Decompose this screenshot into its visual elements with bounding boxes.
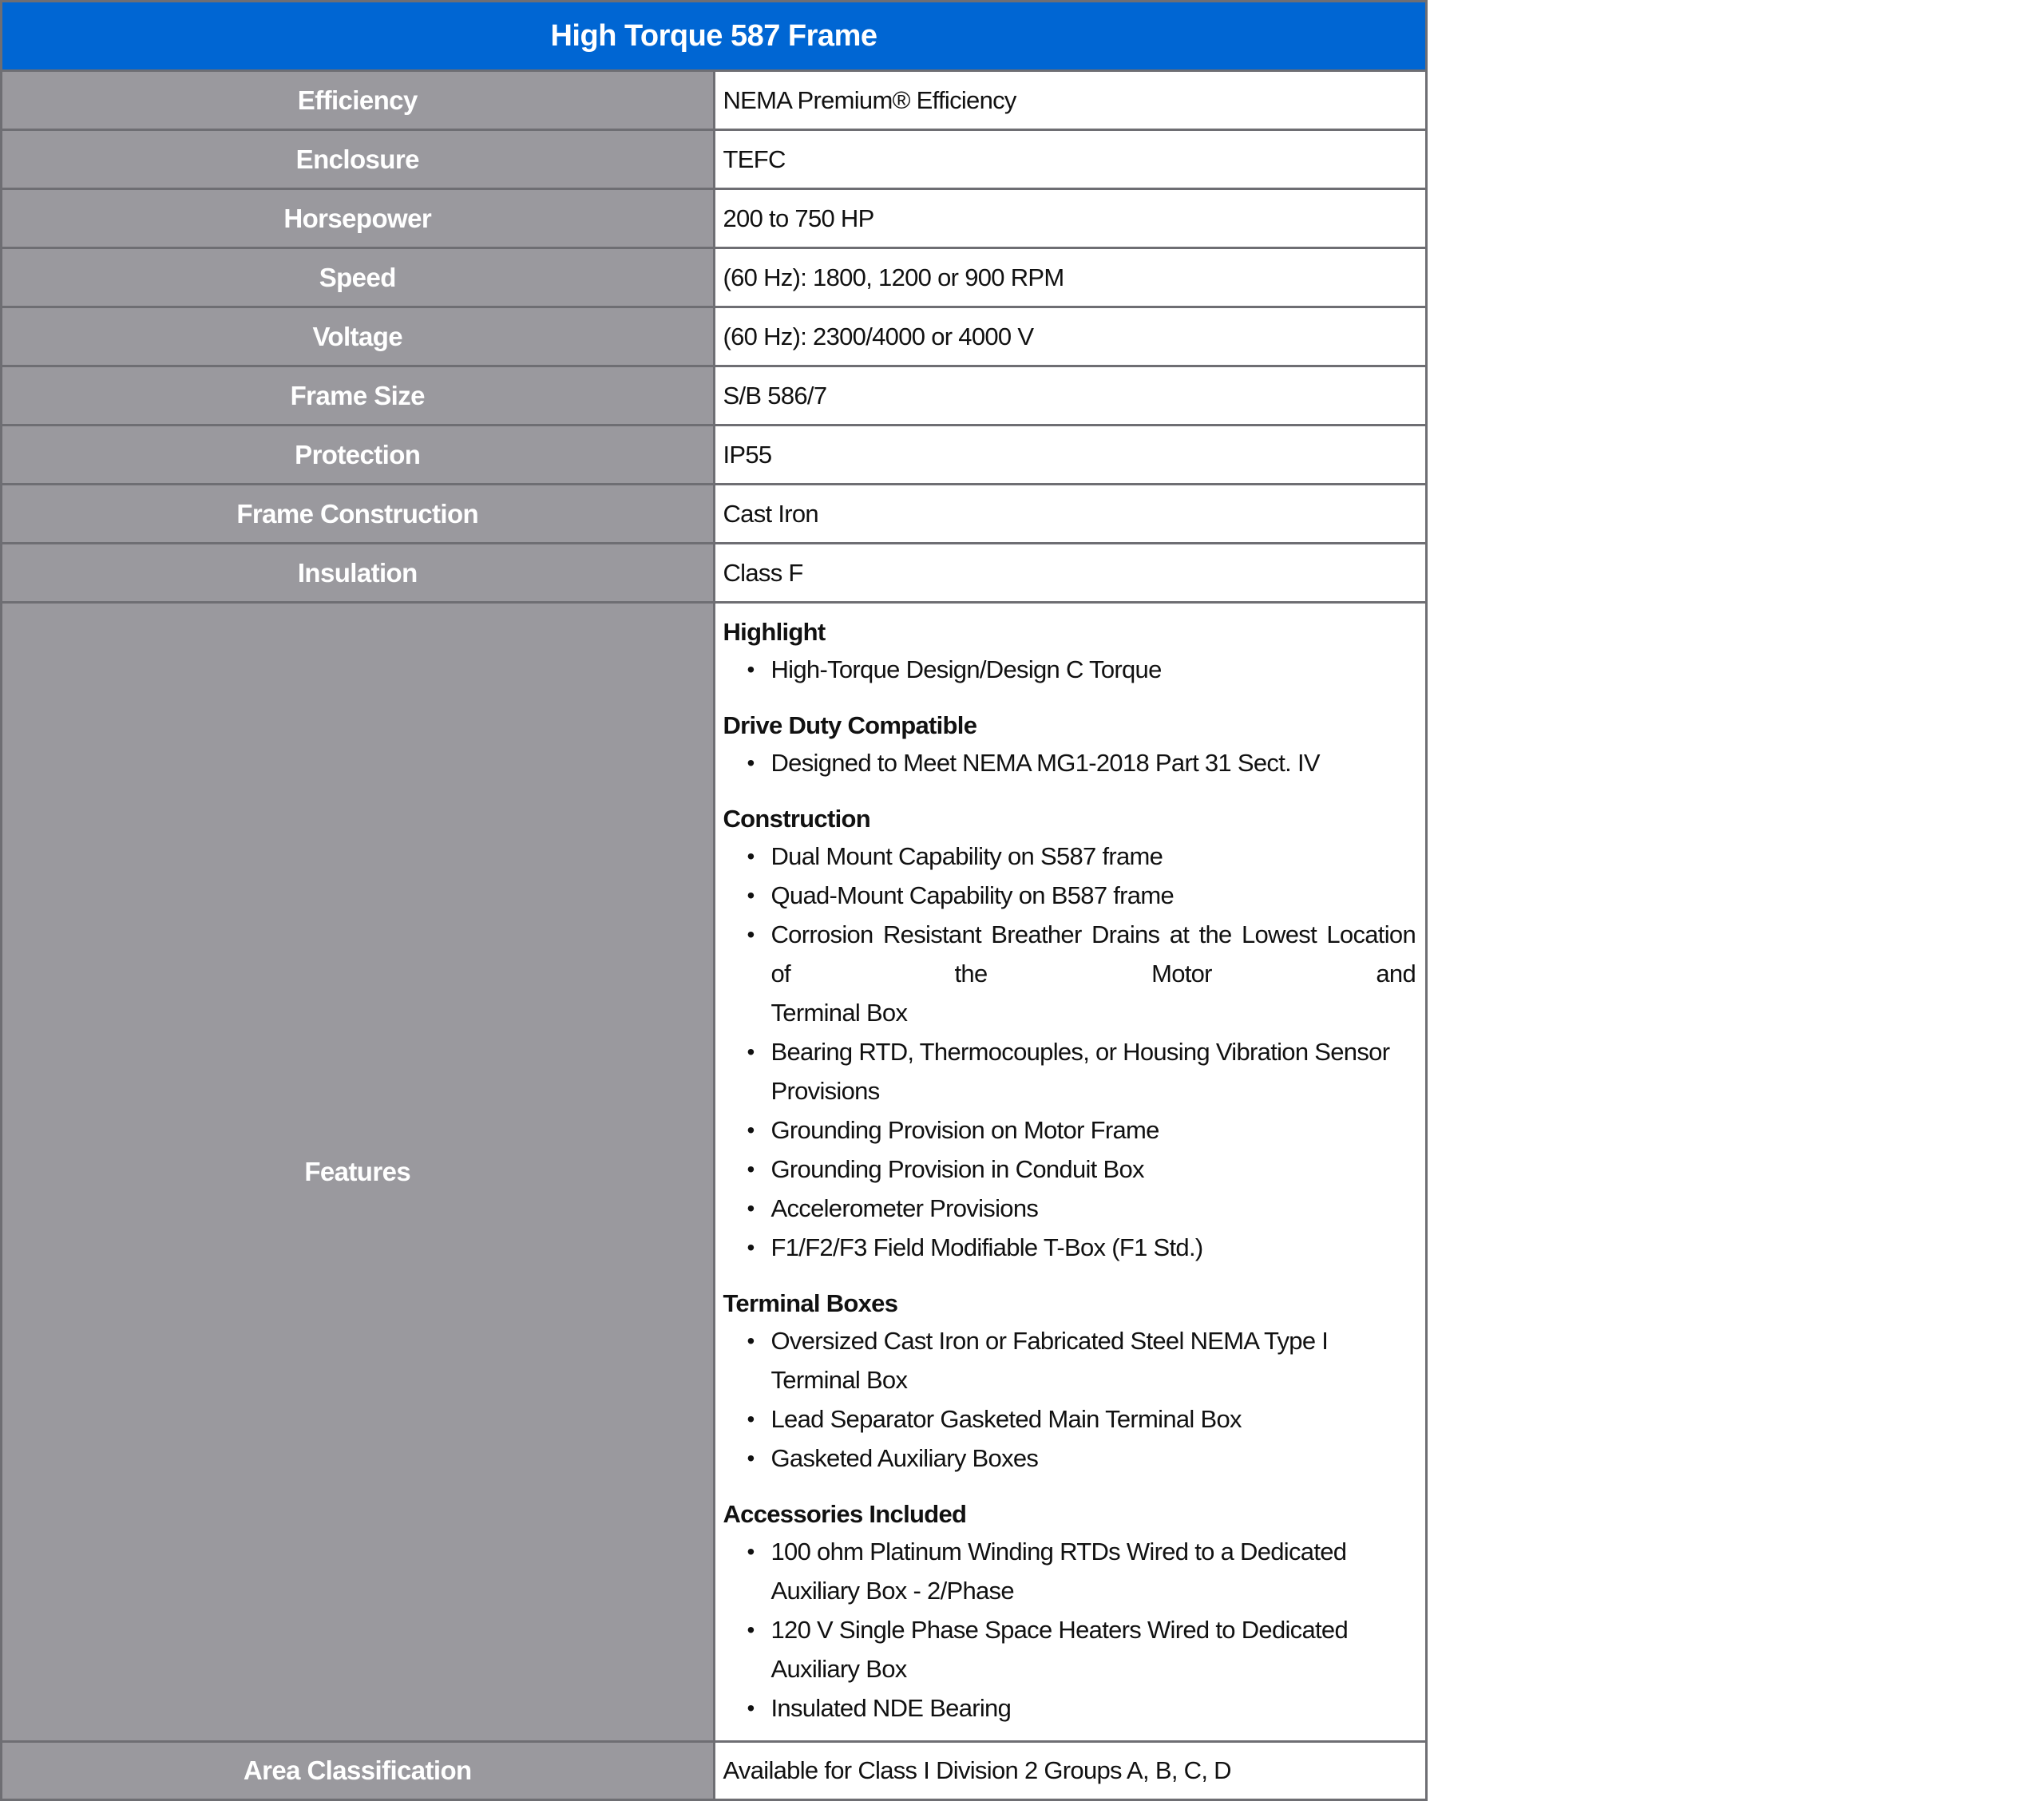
row-label-frame-construction: Frame Construction [2, 485, 715, 544]
table-title: High Torque 587 Frame [2, 2, 1427, 71]
list-item-text-continued: Terminal Box [770, 999, 908, 1027]
bullet-icon: • [747, 883, 755, 908]
bullet-icon: • [747, 1407, 755, 1431]
list-item [723, 1228, 1416, 1267]
feature-group-heading: Accessories Included [723, 1500, 967, 1528]
row-value-efficiency: NEMA Premium® Efficiency [714, 71, 1427, 130]
row-label-speed: Speed [2, 248, 715, 307]
feature-list [723, 650, 1416, 689]
bullet-icon: • [747, 1235, 755, 1260]
table-row [2, 426, 1427, 485]
feature-list [723, 743, 1416, 782]
feature-group-heading: Drive Duty Compatible [723, 711, 977, 739]
row-label-protection: Protection [2, 426, 715, 485]
list-item [723, 1532, 1416, 1610]
list-item-text: Grounding Provision on Motor Frame [770, 1116, 1159, 1144]
feature-group-heading: Terminal Boxes [723, 1289, 898, 1317]
row-label-features: Features [2, 603, 715, 1742]
feature-list [723, 1321, 1416, 1478]
row-label-efficiency: Efficiency [2, 71, 715, 130]
list-item-text: Accelerometer Provisions [770, 1194, 1039, 1222]
list-item-text: Designed to Meet NEMA MG1-2018 Part 31 Sect. IV [770, 749, 1320, 777]
row-value-area-classification: Available for Class I Division 2 Groups A, B, C, D [714, 1742, 1427, 1800]
list-item-text: High-Torque Design/Design C Torque [770, 655, 1162, 683]
row-value-protection: IP55 [714, 426, 1427, 485]
list-item-text: 100 ohm Platinum Winding RTDs Wired to a Dedicated Auxiliary Box - 2/Phase [770, 1538, 1347, 1605]
bullet-icon: • [747, 922, 755, 947]
table-row [2, 485, 1427, 544]
list-item-text: 120 V Single Phase Space Heaters Wired to Dedicated Auxiliary Box [770, 1616, 1349, 1683]
row-value-frame-construction: Cast Iron [714, 485, 1427, 544]
list-item [723, 1321, 1416, 1399]
list-item [723, 1399, 1416, 1439]
row-label-horsepower: Horsepower [2, 189, 715, 248]
list-item-text: Grounding Provision in Conduit Box [770, 1155, 1144, 1183]
bullet-icon: • [747, 1196, 755, 1221]
row-value-frame-size: S/B 586/7 [714, 366, 1427, 426]
features-row [2, 603, 1427, 1742]
list-item-text: Dual Mount Capability on S587 frame [770, 842, 1163, 870]
bullet-icon: • [747, 1157, 755, 1182]
bullet-icon: • [747, 1617, 755, 1642]
table-row [2, 1742, 1427, 1800]
list-item [723, 1439, 1416, 1478]
row-label-insulation: Insulation [2, 544, 715, 603]
table-row [2, 189, 1427, 248]
list-item-text: Corrosion Resistant Breather Drains at the Lowest Location of the Motor and [770, 920, 1416, 988]
row-label-voltage: Voltage [2, 307, 715, 366]
row-value-horsepower: 200 to 750 HP [714, 189, 1427, 248]
feature-list [723, 1532, 1416, 1728]
bullet-icon: • [747, 1696, 755, 1720]
list-item [723, 1610, 1416, 1688]
table-row [2, 130, 1427, 189]
bullet-icon: • [747, 657, 755, 682]
list-item-text: Gasketed Auxiliary Boxes [770, 1444, 1039, 1472]
table-row [2, 307, 1427, 366]
row-value-insulation: Class F [714, 544, 1427, 603]
list-item-text: Oversized Cast Iron or Fabricated Steel NEMA Type I Terminal Box [770, 1327, 1329, 1394]
bullet-icon: • [747, 750, 755, 775]
bullet-icon: • [747, 1328, 755, 1353]
feature-list [723, 837, 1416, 1267]
list-item-text: Bearing RTD, Thermocouples, or Housing Vibration Sensor Provisions [770, 1038, 1390, 1105]
features-content [714, 603, 1427, 1742]
list-item-text: F1/F2/F3 Field Modifiable T-Box (F1 Std.) [770, 1233, 1203, 1261]
bullet-icon: • [747, 1118, 755, 1142]
bullet-icon: • [747, 844, 755, 869]
table-row [2, 71, 1427, 130]
list-item [723, 1150, 1416, 1189]
feature-group-heading: Highlight [723, 618, 826, 646]
list-item-text: Quad-Mount Capability on B587 frame [770, 881, 1175, 909]
row-value-enclosure: TEFC [714, 130, 1427, 189]
list-item [723, 1110, 1416, 1150]
row-label-enclosure: Enclosure [2, 130, 715, 189]
list-item [723, 837, 1416, 876]
list-item [723, 1189, 1416, 1228]
table-row [2, 544, 1427, 603]
list-item [723, 915, 1416, 1032]
row-label-area-classification: Area Classification [2, 1742, 715, 1800]
row-value-speed: (60 Hz): 1800, 1200 or 900 RPM [714, 248, 1427, 307]
feature-group-heading: Construction [723, 805, 870, 833]
list-item [723, 876, 1416, 915]
list-item-text: Insulated NDE Bearing [770, 1694, 1012, 1722]
list-item-text: Lead Separator Gasketed Main Terminal Box [770, 1405, 1242, 1433]
bullet-icon: • [747, 1446, 755, 1470]
bullet-icon: • [747, 1039, 755, 1064]
table-header-row [2, 2, 1427, 71]
list-item [723, 1032, 1416, 1110]
list-item [723, 743, 1416, 782]
row-label-frame-size: Frame Size [2, 366, 715, 426]
bullet-icon: • [747, 1539, 755, 1564]
list-item [723, 1688, 1416, 1728]
row-value-voltage: (60 Hz): 2300/4000 or 4000 V [714, 307, 1427, 366]
table-row [2, 366, 1427, 426]
table-row [2, 248, 1427, 307]
list-item [723, 650, 1416, 689]
